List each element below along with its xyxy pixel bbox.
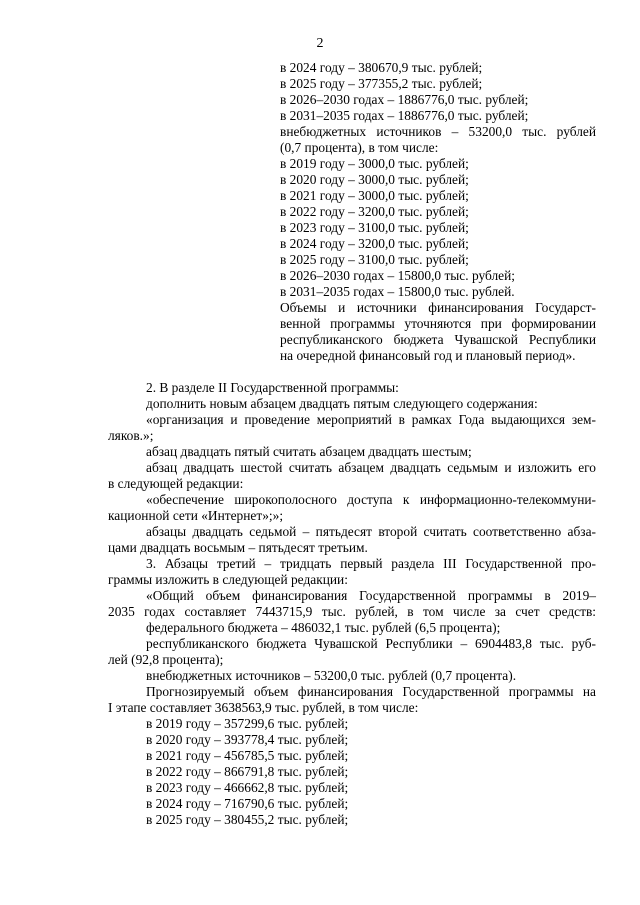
body-line: дополнить новым абзацем двадцать пятым следующего содержания: <box>146 396 538 411</box>
right-line: республиканского бюджета Чувашской Республики <box>280 332 596 347</box>
body-line: в 2022 году – 866791,8 тыс. рублей; <box>146 764 349 779</box>
body-line: в 2025 году – 380455,2 тыс. рублей; <box>146 812 349 827</box>
page-number: 2 <box>316 36 324 51</box>
body-line: в 2020 году – 393778,4 тыс. рублей; <box>146 732 349 747</box>
body-line: в следующей редакции: <box>108 476 244 491</box>
body-line: граммы изложить в следующей редакции: <box>108 572 348 587</box>
right-line: в 2025 году – 3100,0 тыс. рублей; <box>280 252 469 267</box>
right-line: (0,7 процента), в том числе: <box>280 140 439 155</box>
body-line: в 2019 году – 357299,6 тыс. рублей; <box>146 716 349 731</box>
body-line: 2035 годах составляет 7443715,9 тыс. рублей, в том числе за счет средств: <box>108 604 596 619</box>
right-line: в 2022 году – 3200,0 тыс. рублей; <box>280 204 469 219</box>
body-line: в 2021 году – 456785,5 тыс. рублей; <box>146 748 349 763</box>
body-line: кационной сети «Интернет»;»; <box>108 508 284 523</box>
body-line: «обеспечение широкополосного доступа к информационно-телекоммуни- <box>146 492 596 507</box>
right-line: в 2031–2035 годах – 15800,0 тыс. рублей. <box>280 284 515 299</box>
body-line: 3. Абзацы третий – тридцать первый раздела III Государственной про- <box>146 556 596 571</box>
right-line: в 2025 году – 377355,2 тыс. рублей; <box>280 76 483 91</box>
right-line: на очередной финансовый год и плановый период». <box>280 348 576 363</box>
right-line: в 2020 году – 3000,0 тыс. рублей; <box>280 172 469 187</box>
right-line: в 2024 году – 3200,0 тыс. рублей; <box>280 236 469 251</box>
body-line: внебюджетных источников – 53200,0 тыс. рублей (0,7 процента). <box>146 668 517 683</box>
body-line: ляков.»; <box>108 428 154 443</box>
body-line: абзац двадцать пятый считать абзацем двадцать шестым; <box>146 444 472 459</box>
right-line: Объемы и источники финансирования Государст- <box>280 300 596 315</box>
body-line: федерального бюджета – 486032,1 тыс. рублей (6,5 процента); <box>146 620 501 635</box>
body-line: «Общий объем финансирования Государственной программы в 2019– <box>146 588 596 603</box>
right-line: в 2021 году – 3000,0 тыс. рублей; <box>280 188 469 203</box>
body-line: в 2024 году – 716790,6 тыс. рублей; <box>146 796 349 811</box>
right-line: в 2026–2030 годах – 1886776,0 тыс. рублей; <box>280 92 529 107</box>
body-line: «организация и проведение мероприятий в рамках Года выдающихся зем- <box>146 412 596 427</box>
body-line: абзац двадцать шестой считать абзацем двадцать седьмым и изложить его <box>146 460 596 475</box>
body-line: I этапе составляет 3638563,9 тыс. рублей, в том числе: <box>108 700 419 715</box>
body-line: Прогнозируемый объем финансирования Государственной программы на <box>146 684 596 699</box>
right-line: внебюджетных источников – 53200,0 тыс. рублей <box>280 124 596 139</box>
body-line: лей (92,8 процента); <box>108 652 224 667</box>
body-line: цами двадцать восьмым – пятьдесят третьим. <box>108 540 368 555</box>
body-line: в 2023 году – 466662,8 тыс. рублей; <box>146 780 349 795</box>
right-line: в 2026–2030 годах – 15800,0 тыс. рублей; <box>280 268 515 283</box>
right-line: в 2019 году – 3000,0 тыс. рублей; <box>280 156 469 171</box>
right-line: в 2024 году – 380670,9 тыс. рублей; <box>280 60 483 75</box>
right-line: в 2031–2035 годах – 1886776,0 тыс. рублей; <box>280 108 529 123</box>
body-line: абзацы двадцать седьмой – пятьдесят второй считать соответственно абза- <box>146 524 596 539</box>
right-line: венной программы уточняются при формировании <box>280 316 596 331</box>
body-line: 2. В разделе II Государственной программы: <box>146 380 399 395</box>
right-line: в 2023 году – 3100,0 тыс. рублей; <box>280 220 469 235</box>
body-line: республиканского бюджета Чувашской Республики – 6904483,8 тыс. руб- <box>146 636 596 651</box>
